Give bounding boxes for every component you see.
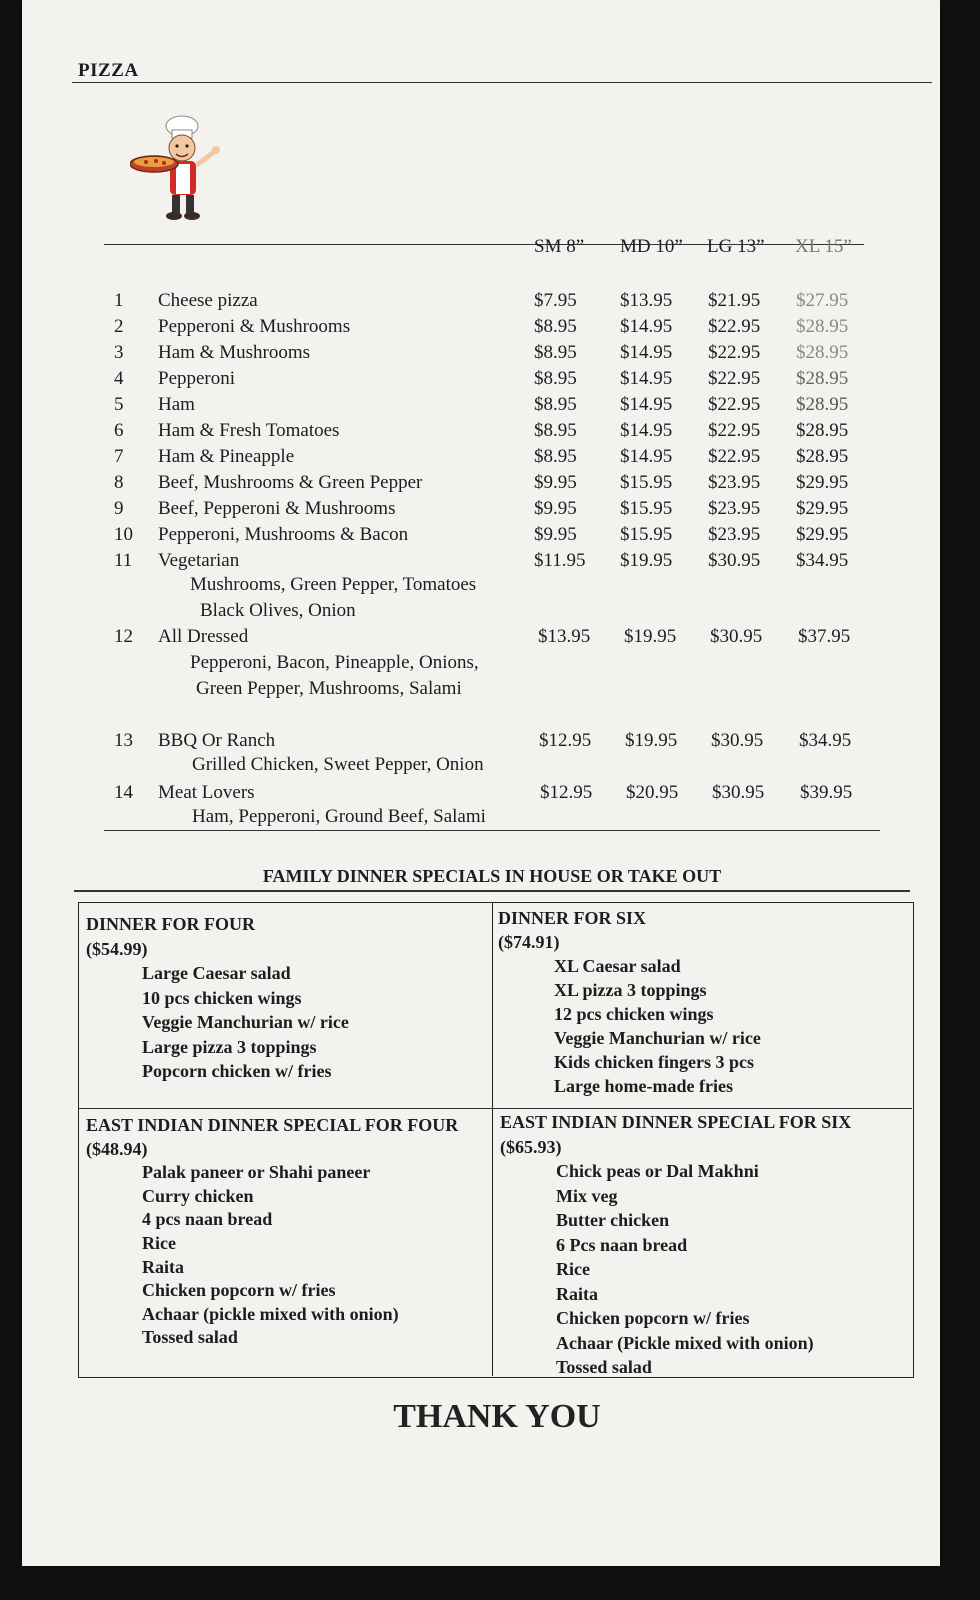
east-indian-special-four <box>86 1114 458 1350</box>
family-specials-title: FAMILY DINNER SPECIALS IN HOUSE OR TAKE OUT <box>262 866 722 886</box>
price-lg: $30.95 <box>708 550 761 571</box>
pizza-row <box>22 368 940 394</box>
special-price: ($74.91) <box>498 932 560 952</box>
pizza-name: Ham <box>158 394 195 415</box>
pizza-row <box>22 782 940 808</box>
price-xl: $34.95 <box>799 730 852 751</box>
section-title: PIZZA <box>78 60 139 81</box>
specials-horizontal-divider <box>78 1108 912 1109</box>
special-title: EAST INDIAN DINNER SPECIAL FOR SIX <box>500 1112 852 1132</box>
price-md: $19.95 <box>625 730 678 751</box>
special-item: XL pizza 3 toppings <box>554 980 707 1000</box>
price-md: $19.95 <box>624 626 677 647</box>
pizza-number: 13 <box>114 730 133 751</box>
pizza-row <box>22 730 940 756</box>
price-lg: $22.95 <box>708 342 761 363</box>
price-xl: $34.95 <box>796 550 849 571</box>
price-sm: $8.95 <box>534 420 577 441</box>
special-item: Tossed salad <box>142 1327 238 1348</box>
pizza-row <box>22 316 940 342</box>
price-xl: $29.95 <box>796 472 849 493</box>
special-item: Achaar (Pickle mixed with onion) <box>556 1332 814 1353</box>
special-item: Mix veg <box>556 1185 618 1206</box>
special-price: ($65.93) <box>500 1136 562 1157</box>
special-item: Large Caesar salad <box>142 963 291 983</box>
pizza-row <box>22 498 940 524</box>
family-title-rule <box>74 890 910 892</box>
special-item: XL Caesar salad <box>554 956 681 976</box>
pizza-row <box>22 290 940 316</box>
price-lg: $23.95 <box>708 472 761 493</box>
special-title: DINNER FOR FOUR <box>86 914 255 934</box>
pizza-row <box>22 394 940 420</box>
pizza-number: 12 <box>114 626 133 647</box>
pizza-name: Beef, Pepperoni & Mushrooms <box>158 498 396 519</box>
pizza-row <box>22 550 940 576</box>
price-xl: $39.95 <box>800 782 853 803</box>
price-sm: $9.95 <box>534 498 577 519</box>
pizza-number: 3 <box>114 342 124 363</box>
price-lg: $22.95 <box>708 394 761 415</box>
special-item: Rice <box>556 1259 590 1279</box>
pizza-name: All Dressed <box>158 626 249 647</box>
pizza-row <box>22 472 940 498</box>
special-item: Large pizza 3 toppings <box>142 1036 317 1057</box>
special-item: Chick peas or Dal Makhni <box>556 1161 759 1181</box>
special-title: DINNER FOR SIX <box>498 908 647 928</box>
price-lg: $22.95 <box>708 316 761 337</box>
special-item: Popcorn chicken w/ fries <box>142 1061 332 1081</box>
pizza-row <box>22 446 940 472</box>
price-md: $14.95 <box>620 394 673 415</box>
pizza-number: 7 <box>114 446 124 467</box>
menu-page <box>22 0 940 1566</box>
pizza-name: Ham & Mushrooms <box>158 342 310 363</box>
pizza-description: Green Pepper, Mushrooms, Salami <box>196 678 462 699</box>
pizza-name: Beef, Mushrooms & Green Pepper <box>158 472 423 493</box>
price-md: $14.95 <box>620 446 673 467</box>
chef-mascot-icon <box>130 112 230 227</box>
price-sm: $12.95 <box>539 730 592 751</box>
price-xl: $28.95 <box>796 394 849 415</box>
price-lg: $22.95 <box>708 420 761 441</box>
price-xl: $27.95 <box>796 290 849 311</box>
pizza-number: 8 <box>114 472 124 493</box>
price-md: $19.95 <box>620 550 673 571</box>
special-item: Veggie Manchurian w/ rice <box>554 1028 761 1048</box>
special-item: 12 pcs chicken wings <box>554 1004 714 1024</box>
price-md: $14.95 <box>620 316 673 337</box>
pizza-number: 11 <box>114 550 133 571</box>
price-xl: $28.95 <box>796 368 849 389</box>
price-lg: $22.95 <box>708 368 761 389</box>
thank-you-text: THANK YOU <box>393 1398 601 1435</box>
special-item: Palak paneer or Shahi paneer <box>142 1162 371 1183</box>
price-sm: $8.95 <box>534 342 577 363</box>
pizza-row <box>22 524 940 550</box>
special-item: Tossed salad <box>556 1357 652 1377</box>
special-item: Veggie Manchurian w/ rice <box>142 1012 349 1032</box>
specials-vertical-divider <box>492 902 493 1376</box>
special-item: Achaar (pickle mixed with onion) <box>142 1303 399 1324</box>
price-sm: $12.95 <box>540 782 593 803</box>
special-item: Large home-made fries <box>554 1076 733 1096</box>
pizza-number: 1 <box>114 290 124 311</box>
price-sm: $8.95 <box>534 394 577 415</box>
special-item: Kids chicken fingers 3 pcs <box>554 1052 755 1072</box>
special-item: Butter chicken <box>556 1210 670 1230</box>
special-item: Chicken popcorn w/ fries <box>142 1280 336 1301</box>
pizza-name: Cheese pizza <box>158 290 258 311</box>
dinner-for-six <box>498 906 761 1098</box>
price-xl: $28.95 <box>796 446 849 467</box>
pizza-number: 9 <box>114 498 124 519</box>
price-md: $13.95 <box>620 290 673 311</box>
title-rule <box>72 82 932 83</box>
special-price: ($54.99) <box>86 938 148 959</box>
pizza-name: Ham & Pineapple <box>158 446 295 467</box>
special-item: Raita <box>142 1256 184 1277</box>
pizza-number: 4 <box>114 368 124 389</box>
pizza-description: Black Olives, Onion <box>200 600 356 621</box>
east-indian-special-six <box>500 1110 851 1380</box>
pizza-name: Meat Lovers <box>158 782 255 803</box>
price-lg: $23.95 <box>708 524 761 545</box>
size-header-sm: SM 8” <box>534 236 585 257</box>
pizza-number: 6 <box>114 420 124 441</box>
pizza-name: Pepperoni <box>158 368 236 389</box>
pizza-number: 5 <box>114 394 124 415</box>
pizza-name: Ham & Fresh Tomatoes <box>158 420 340 441</box>
size-header-xl: XL 15” <box>795 236 852 257</box>
price-sm: $9.95 <box>534 472 577 493</box>
pizza-number: 2 <box>114 316 124 337</box>
price-lg: $30.95 <box>712 782 765 803</box>
price-md: $15.95 <box>620 498 673 519</box>
price-lg: $21.95 <box>708 290 761 311</box>
price-xl: $28.95 <box>796 342 849 363</box>
price-sm: $8.95 <box>534 446 577 467</box>
pizza-description: Pepperoni, Bacon, Pineapple, Onions, <box>190 652 479 673</box>
pizza-description: Grilled Chicken, Sweet Pepper, Onion <box>192 754 484 775</box>
special-item: 4 pcs naan bread <box>142 1209 273 1230</box>
dinner-for-four <box>86 912 349 1084</box>
special-item: 10 pcs chicken wings <box>142 987 302 1008</box>
price-md: $15.95 <box>620 524 673 545</box>
price-xl: $29.95 <box>796 524 849 545</box>
price-lg: $22.95 <box>708 446 761 467</box>
pizza-description: Ham, Pepperoni, Ground Beef, Salami <box>192 806 486 827</box>
size-header-md: MD 10” <box>620 236 683 257</box>
special-item: Chicken popcorn w/ fries <box>556 1308 750 1328</box>
price-md: $14.95 <box>620 420 673 441</box>
price-sm: $9.95 <box>534 524 577 545</box>
price-md: $20.95 <box>626 782 679 803</box>
pizza-row <box>22 420 940 446</box>
special-item: 6 Pcs naan bread <box>556 1234 688 1255</box>
price-xl: $28.95 <box>796 420 849 441</box>
pizza-name: Pepperoni, Mushrooms & Bacon <box>158 524 409 545</box>
pizza-number: 10 <box>114 524 133 545</box>
pizza-description: Mushrooms, Green Pepper, Tomatoes <box>190 574 477 595</box>
price-sm: $13.95 <box>538 626 591 647</box>
price-sm: $8.95 <box>534 316 577 337</box>
price-md: $14.95 <box>620 368 673 389</box>
price-lg: $30.95 <box>711 730 764 751</box>
price-sm: $11.95 <box>534 550 586 571</box>
special-title: EAST INDIAN DINNER SPECIAL FOR FOUR <box>86 1115 459 1135</box>
pizza-row <box>22 342 940 368</box>
price-md: $15.95 <box>620 472 673 493</box>
special-price: ($48.94) <box>86 1138 148 1159</box>
pizza-name: BBQ Or Ranch <box>158 730 276 751</box>
price-sm: $8.95 <box>534 368 577 389</box>
special-item: Raita <box>556 1283 598 1304</box>
pizza-bottom-rule <box>104 830 880 831</box>
price-xl: $37.95 <box>798 626 851 647</box>
price-xl: $28.95 <box>796 316 849 337</box>
price-lg: $30.95 <box>710 626 763 647</box>
special-item: Curry chicken <box>142 1185 254 1206</box>
pizza-row <box>22 626 940 652</box>
pizza-number: 14 <box>114 782 133 803</box>
pizza-name: Vegetarian <box>158 550 240 571</box>
price-md: $14.95 <box>620 342 673 363</box>
size-header-lg: LG 13” <box>707 236 765 257</box>
pizza-name: Pepperoni & Mushrooms <box>158 316 351 337</box>
price-xl: $29.95 <box>796 498 849 519</box>
price-sm: $7.95 <box>534 290 577 311</box>
price-lg: $23.95 <box>708 498 761 519</box>
special-item: Rice <box>142 1232 176 1253</box>
